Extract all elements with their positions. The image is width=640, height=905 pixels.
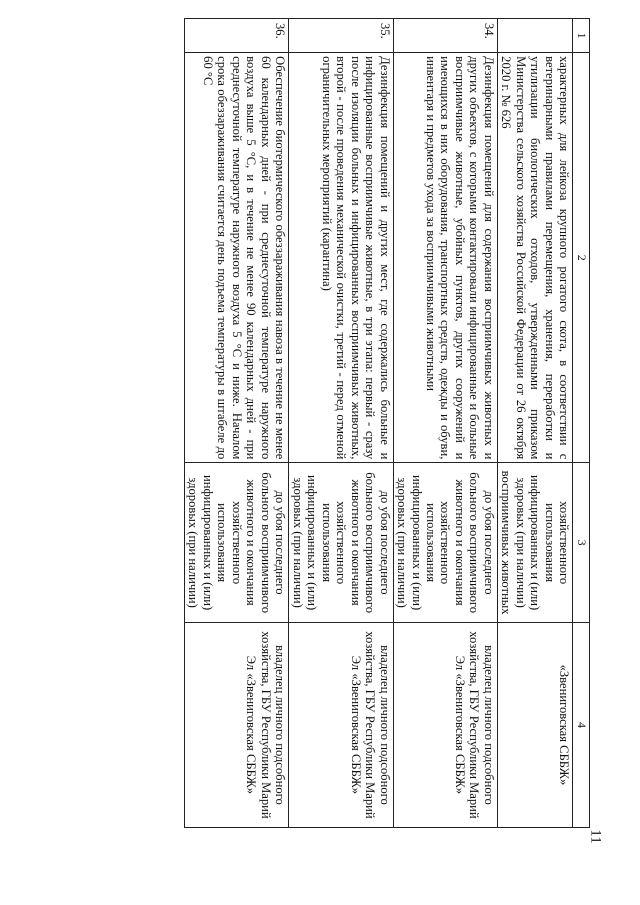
responsible-text: владелец личного подсобного хозяйства, ГБУ Республики Марий Эл «Звениговская СББЖ» [393, 622, 497, 827]
header-col-4: 4 [573, 622, 590, 827]
measures-table [184, 18, 590, 828]
measure-text: Дезинфекция помещений и других мест, где содержались больные и инфицированные восприимчивые животные, в три этапа: первый - сразу после изоляции больных и инфицированных восприимчивых животных, второй - после проведения механической очистки, третий - перед отменой ограничительных мероприятий (карантина) [289, 52, 393, 462]
table-row [185, 18, 289, 827]
term-text: до убоя последнего больного восприимчивого животного и окончания хозяйственного использования инфицированных и (или) здоровых (при наличии) [185, 462, 289, 622]
measure-text: Дезинфекция помещений для содержания восприимчивых животных и других объектов, с которыми контактировали инфицированные и больные восприимчивые животные, убойных пунктов, других сооружений и имеющихся в них оборудования, транспортных средств, одежды и обуви, инвентаря и предметов ухода за восприимчивыми животными [393, 52, 497, 462]
page-number: 11 [587, 829, 604, 844]
measure-text: характерных для лейкоза крупного рогатого скота, в соответствии с ветеринарными правилами перемещения, хранения, переработки и утилизации биологических отходов, утвержденными приказом Министерства сельского хозяйства Российской Федерации от 26 октября 2020 г. № 626 [497, 52, 572, 462]
row-number: 34. [393, 18, 497, 52]
table-row [289, 18, 393, 827]
responsible-text: «Звениговская СББЖ» [497, 622, 572, 827]
row-number: 35. [289, 18, 393, 52]
term-text: до убоя последнего больного восприимчивого животного и окончания хозяйственного использования инфицированных и (или) здоровых (при наличии) [393, 462, 497, 622]
row-number [497, 18, 572, 52]
term-text: хозяйственного использования инфицированных и (или) здоровых (при наличии) восприимчивых животных [497, 462, 572, 622]
responsible-text: владелец личного подсобного хозяйства, ГБУ Республики Марий Эл «Звениговская СББЖ» [185, 622, 289, 827]
header-row [573, 18, 590, 827]
table-row [393, 18, 497, 827]
row-number: 36. [185, 18, 289, 52]
responsible-text: владелец личного подсобного хозяйства, ГБУ Республики Марий Эл «Звениговская СББЖ» [289, 622, 393, 827]
table-row [497, 18, 572, 827]
header-col-2: 2 [573, 52, 590, 462]
header-col-1: 1 [573, 18, 590, 52]
header-col-3: 3 [573, 462, 590, 622]
rotated-sheet [50, 18, 590, 828]
measure-text: Обеспечение биотермического обеззараживания навоза в течение не менее 60 календарных дней - при среднесуточной температуре наружного воздуха выше 5 °С, и в течение не менее 90 календарных дней - при среднесуточной температуре наружного воздуха 5 °С и ниже. Началом срока обеззараживания считается день подъема температуры в штабеле до 60 °С [185, 52, 289, 462]
term-text: до убоя последнего больного восприимчивого животного и окончания хозяйственного использования инфицированных и (или) здоровых (при наличии) [289, 462, 393, 622]
